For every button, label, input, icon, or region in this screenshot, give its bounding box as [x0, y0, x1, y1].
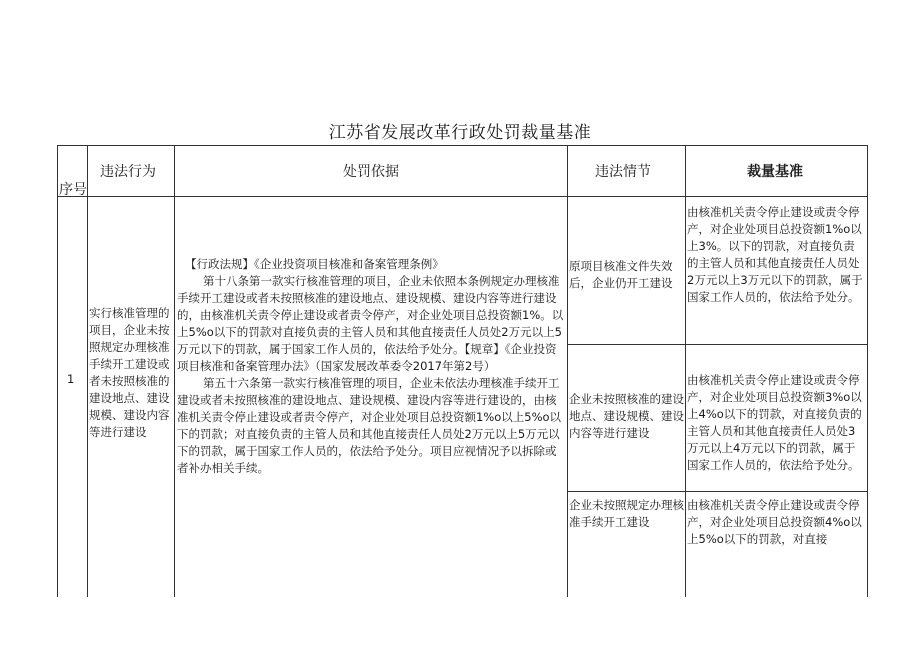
basis-article-18: 第十八条第一款实行核准管理的项目，企业未依照本条例规定办理核准手续开工建设或者未按照核准的建设地点、建设规模、建设内容等进行建设的，由核准机关责令停止建设或者责令停产，对企业处项目总投资额1%。以上5%o以下的罚款对直接负责的主管人员和其他直接责任人员处2万元以上5万元以下的罚款，属于国家工作人员的，依法给予处分。【规章】《企业投资项目核准和备案管理办法》（国家发展改革委令2017年第2号） — [177, 274, 564, 373]
penalty-table — [57, 145, 867, 597]
standard-3: 由核准机关责令停止建设或责令停产，对企业处项目总投资额4%o以上5%o以下的罚款，对直接 — [687, 498, 862, 546]
row-basis — [177, 256, 565, 477]
header-act: 违法行为 — [100, 164, 156, 180]
row-act: 实行核准管理的项目，企业未按照规定办理核准手续开工建设或者未按照核准的建设地点、建设规模、建设内容等进行建设 — [89, 306, 170, 439]
row-seq: 1 — [67, 372, 75, 386]
circumstance-2: 企业未按照核准的建设地点、建设规模、建设内容等进行建设 — [569, 392, 684, 440]
standard-2: 由核准机关责令停止建设或责令停产，对企业处项目总投资额3%o以上4%o以下的罚款，对直接负责的主管人员和其他直接责任人员处3万元以上4万元以下的罚款，属于国家工作人员的，依法给予处分。 — [687, 373, 862, 472]
circumstance-1: 原项目核准文件失效后，企业仍开工建设 — [569, 259, 673, 290]
header-standard: 裁量基准 — [747, 164, 803, 180]
page-title: 江苏省发展改革行政处罚裁量基准 — [328, 123, 592, 143]
basis-article-56: 第五十六条第一款实行核准管理的项目，企业未依法办理核准手续开工建设或者未按照核准的建设地点、建设规模、建设内容等进行建设的，由核准机关责令停止建设或者责令停产，对企业处项目总投资额1%o以上5%o以下的罚款；对直接负责的主管人员和其他直接责任人员处2万元以上5万元以下的罚款，属于国家工作人员的，依法给予处分。项目应视情况予以拆除或者补办相关手续。 — [177, 376, 562, 475]
header-seq: 序号 — [59, 182, 87, 198]
header-circumstance: 违法情节 — [595, 164, 651, 180]
header-basis: 处罚依据 — [343, 164, 399, 180]
standard-1: 由核准机关责令停止建设或责令停产，对企业处项目总投资额1%o以上3%。以下的罚款，对直接负责的主管人员和其他直接责任人员处2万元以上3万元以下的罚款，属于国家工作人员的，依法给予处分。 — [687, 205, 863, 304]
basis-regulation-title: 【行政法规】《企业投资项目核准和备案管理条例》 — [185, 257, 444, 271]
circumstance-3: 企业未按照规定办理核准手续开工建设 — [569, 498, 684, 529]
